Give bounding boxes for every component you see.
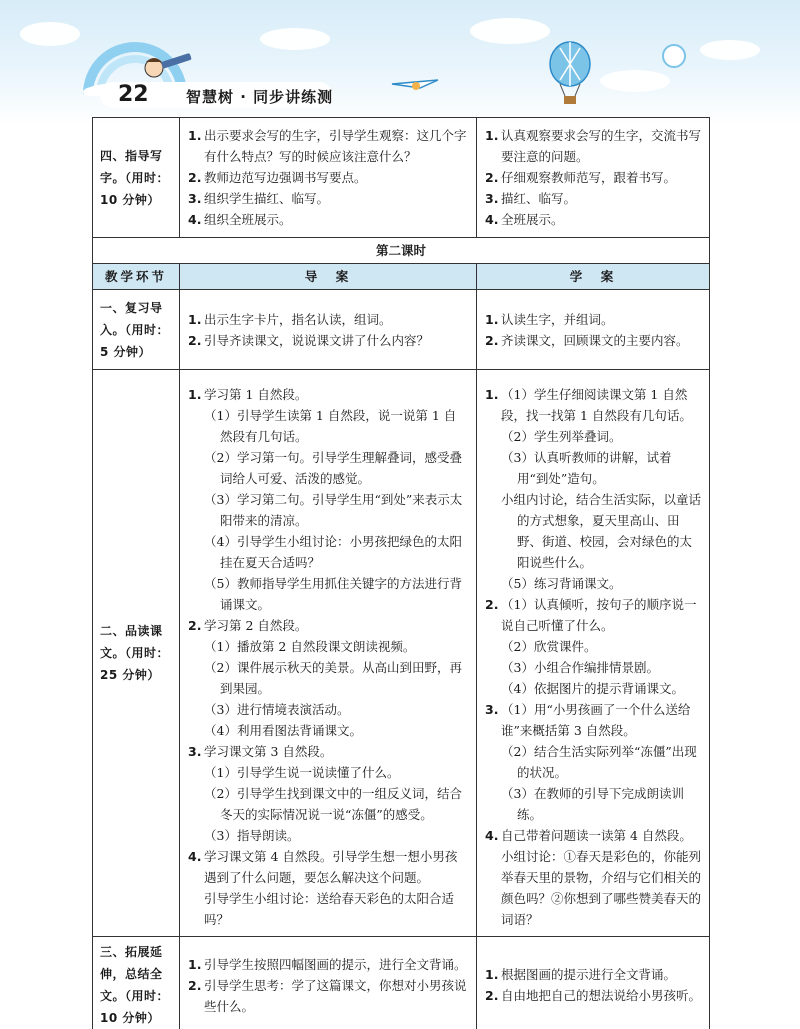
glider-icon — [390, 70, 440, 100]
stage-cell: 三、拓展延伸，总结全文。（用时：10 分钟） — [93, 937, 180, 1029]
stage-cell: 二、品读课文。（用时：25 分钟） — [93, 370, 180, 937]
guide-cell: 1. 出示生字卡片，指名认读，组词。 2. 引导齐读课文，说说课文讲了什么内容？ — [180, 290, 477, 370]
header-col-stage: 教学环节 — [93, 264, 180, 290]
guide-cell: 1. 出示要求会写的生字，引导学生观察：这几个字有什么特点？写的时候应该注意什么？ 2. 教师边范写边强调书写要点。 3. 组织学生描红、临写。 4. 组织全班展示。 — [180, 118, 477, 238]
table-row — [93, 118, 710, 238]
header-col-guide: 导 案 — [180, 264, 477, 290]
study-cell: 1. 认读生字，并组词。 2. 齐读课文，回顾课文的主要内容。 — [477, 290, 710, 370]
study-cell: 1. 根据图画的提示进行全文背诵。 2. 自由地把自己的想法说给小男孩听。 — [477, 937, 710, 1029]
hot-air-balloon-icon — [545, 40, 595, 110]
session-title: 第二课时 — [93, 238, 710, 264]
table-row — [93, 937, 710, 1029]
guide-cell: 1. 学习第 1 自然段。 （1）引导学生读第 1 自然段，说一说第 1 自然段有几句话。 （2）学习第一句。引导学生理解叠词，感受叠词给人可爱、活泼的感觉。 （3）学习第二句。引导学生用“到处”来表示太阳带来的清凉。 （4）引导学生小组讨论：小男孩把绿色的太阳挂在夏天合适吗？ （5）教师指导学生用抓住关键字的方法进行背诵课文。 2. 学习第 2 自然段。 （1）播放第 2 自然段课文朗读视频。 （2）课件展示秋天的美景。从高山到田野，再到果园。 （3）进行情境表演活动。 （4）利用看图法背诵课文。 3. 学习课文第 3 自然段。 （1）引导学生说一说读懂了什么。 （2）引导学生找到课文中的一组反义词，结合冬天的实际情况说一说“冻僵”的感受。 （3）指导朗读。 4. 学习课文第 4 自然段。引导学生想一想小男孩遇到了什么问题，要怎么解决这个问题。 引导学生小组讨论：送给春天彩色的太阳合适吗？ — [180, 370, 477, 937]
book-title: 智慧树 · 同步讲练测 — [186, 88, 334, 106]
lesson-plan-table — [92, 117, 710, 1029]
study-cell: 1. 认真观察要求会写的生字，交流书写要注意的问题。 2. 仔细观察教师范写，跟着书写。 3. 描红、临写。 4. 全班展示。 — [477, 118, 710, 238]
session-title-row — [93, 238, 710, 264]
table-row — [93, 290, 710, 370]
stage-cell: 四、指导写字。（用时：10 分钟） — [93, 118, 180, 238]
guide-cell: 1. 引导学生按照四幅图画的提示，进行全文背诵。 2. 引导学生思考：学了这篇课文，你想对小男孩说些什么。 — [180, 937, 477, 1029]
study-cell: 1. （1）学生仔细阅读课文第 1 自然段，找一找第 1 自然段有几句话。 （2）学生列举叠词。 （3）认真听教师的讲解，试着用“到处”造句。 小组内讨论，结合生活实际，以童话的方式想象，夏天里高山、田野、街道、校园，会对绿色的太阳说些什么。 （5）练习背诵课文。 2. （1）认真倾听，按句子的顺序说一说自己听懂了什么。 （2）欣赏课件。 （3）小组合作编排情景剧。 （4）依据图片的提示背诵课文。 3. （1）用“小男孩画了一个什么送给谁”来概括第 3 自然段。 （2）结合生活实际列举“冻僵”出现的状况。 （3）在教师的引导下完成朗读训练。 4. 自己带着问题读一读第 4 自然段。 小组讨论：①春天是彩色的，你能列举春天里的景物，介绍与它们相关的颜色吗？②你想到了哪些赞美春天的词语？ — [477, 370, 710, 937]
header-banner — [0, 0, 800, 125]
sun-icon — [658, 40, 690, 72]
page-number: 22 — [118, 82, 149, 107]
table-header-row — [93, 264, 710, 290]
stage-cell: 一、复习导入。（用时：5 分钟） — [93, 290, 180, 370]
table-row — [93, 370, 710, 937]
header-col-study: 学 案 — [477, 264, 710, 290]
